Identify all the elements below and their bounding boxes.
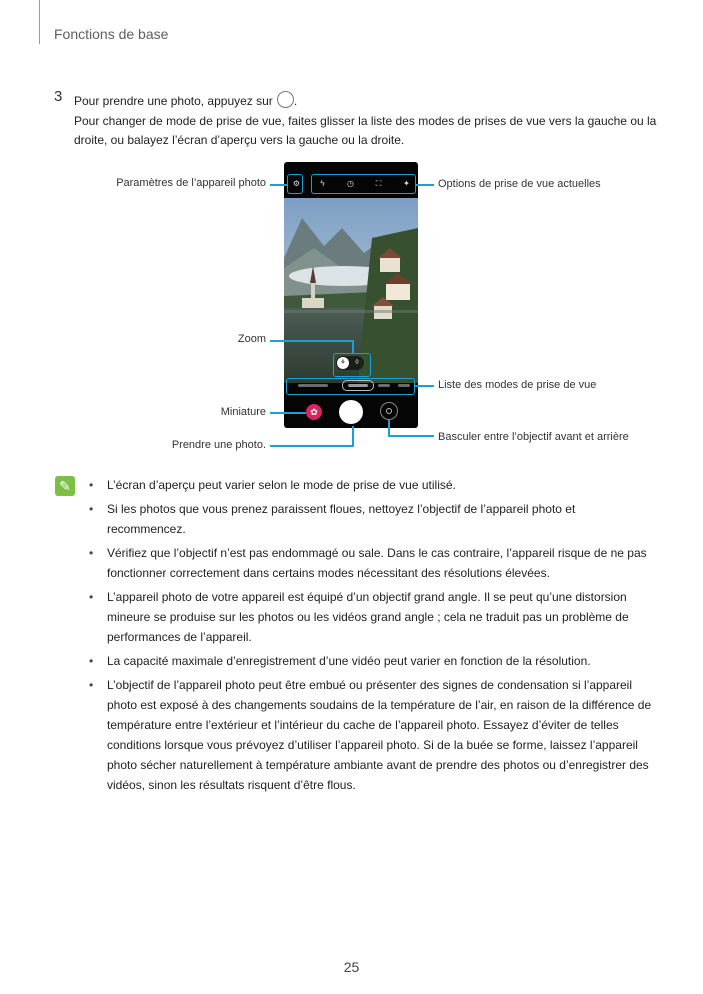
- label-switch: Basculer entre l’objectif avant et arrière: [438, 431, 629, 443]
- zoom-tele-icon[interactable]: ◊: [355, 359, 359, 366]
- step-number: 3: [54, 88, 63, 105]
- step-line1-end: .: [293, 94, 298, 108]
- effects-icon[interactable]: ✦: [403, 179, 410, 188]
- note-icon: [55, 476, 75, 496]
- gear-icon[interactable]: ⚙: [292, 179, 301, 188]
- modes-highlight: [286, 378, 415, 395]
- leader-switch-h: [388, 435, 434, 437]
- shutter-icon: [277, 91, 294, 108]
- label-take-photo: Prendre une photo.: [171, 439, 266, 451]
- options-highlight: [311, 174, 416, 194]
- note-item: • Vérifiez que l’objectif n’est pas endommagé ou sale. Dans le cas contraire, l’appareil risque de ne pas fonctionner correctement dans certains modes nécessitant des résolutions élevées.: [89, 543, 657, 583]
- leader-modes: [415, 385, 434, 387]
- leader-thumbnail: [270, 412, 306, 414]
- leader-shutter-h: [270, 445, 354, 447]
- switch-camera-icon[interactable]: [380, 402, 398, 420]
- page-number: 25: [343, 959, 360, 975]
- label-zoom: Zoom: [237, 333, 266, 345]
- header-rule: [39, 0, 40, 44]
- label-thumbnail: Miniature: [220, 406, 266, 418]
- settings-highlight: [287, 174, 303, 194]
- note-item: • Si les photos que vous prenez paraissent floues, nettoyez l’objectif de l’appareil photo et recommencez.: [89, 499, 657, 539]
- zoom-highlight: [333, 353, 371, 377]
- label-modes: Liste des modes de prise de vue: [438, 379, 597, 391]
- step-line1: Pour prendre une photo, appuyez sur: [74, 94, 273, 108]
- leader-settings: [270, 184, 287, 186]
- note-item: • L’appareil photo de votre appareil est équipé d’un objectif grand angle. Il se peut qu’une distorsion mineure se produise sur les photos ou les vidéos grand angle ; cela ne traduit pas un problème de performances de l’appareil.: [89, 587, 657, 647]
- notes-list: [89, 475, 657, 799]
- step-text: [74, 91, 664, 151]
- note-item: • La capacité maximale d’enregistrement d’une vidéo peut varier en fonction de la résolution.: [89, 651, 657, 671]
- shutter-button[interactable]: [339, 400, 363, 424]
- leader-switch-v: [388, 420, 390, 436]
- ratio-icon[interactable]: ⛶: [375, 179, 382, 188]
- zoom-icon[interactable]: ⚘: [337, 357, 349, 369]
- flash-icon[interactable]: ϟ: [320, 179, 325, 188]
- section-title: Fonctions de base: [54, 26, 169, 42]
- step-line2: Pour changer de mode de prise de vue, faites glisser la liste des modes de prises de vue vers la gauche ou la droite, ou balayez l’écran d’aperçu vers la gauche ou la droite.: [74, 113, 657, 147]
- leader-shutter-v: [352, 426, 354, 446]
- note-item: • L’écran d’aperçu peut varier selon le mode de prise de vue utilisé.: [89, 475, 657, 495]
- label-options: Options de prise de vue actuelles: [438, 178, 601, 190]
- timer-icon[interactable]: ◷: [347, 179, 354, 188]
- leader-zoom-v: [352, 340, 354, 354]
- label-settings: Paramètres de l’appareil photo: [116, 177, 266, 189]
- flower-icon[interactable]: ✿: [306, 404, 322, 420]
- leader-zoom-h: [270, 340, 354, 342]
- leader-options: [416, 184, 434, 186]
- note-item: • L’objectif de l’appareil photo peut être embué ou présenter des signes de condensation si l’appareil photo est exposé à des changements soudains de la température de l’air, en raison de la différence de température entre l’extérieur et l’intérieur du cache de l’appareil photo. Essayez d’éviter de telles conditions lorsque vous prévoyez d’utiliser l’appareil photo. Si de la buée se forme, laissez l’appareil photo sécher naturellement à température ambiante avant de prendre des photos ou d’enregistrer des vidéos, sinon les résultats risquent d’être flous.: [89, 675, 657, 795]
